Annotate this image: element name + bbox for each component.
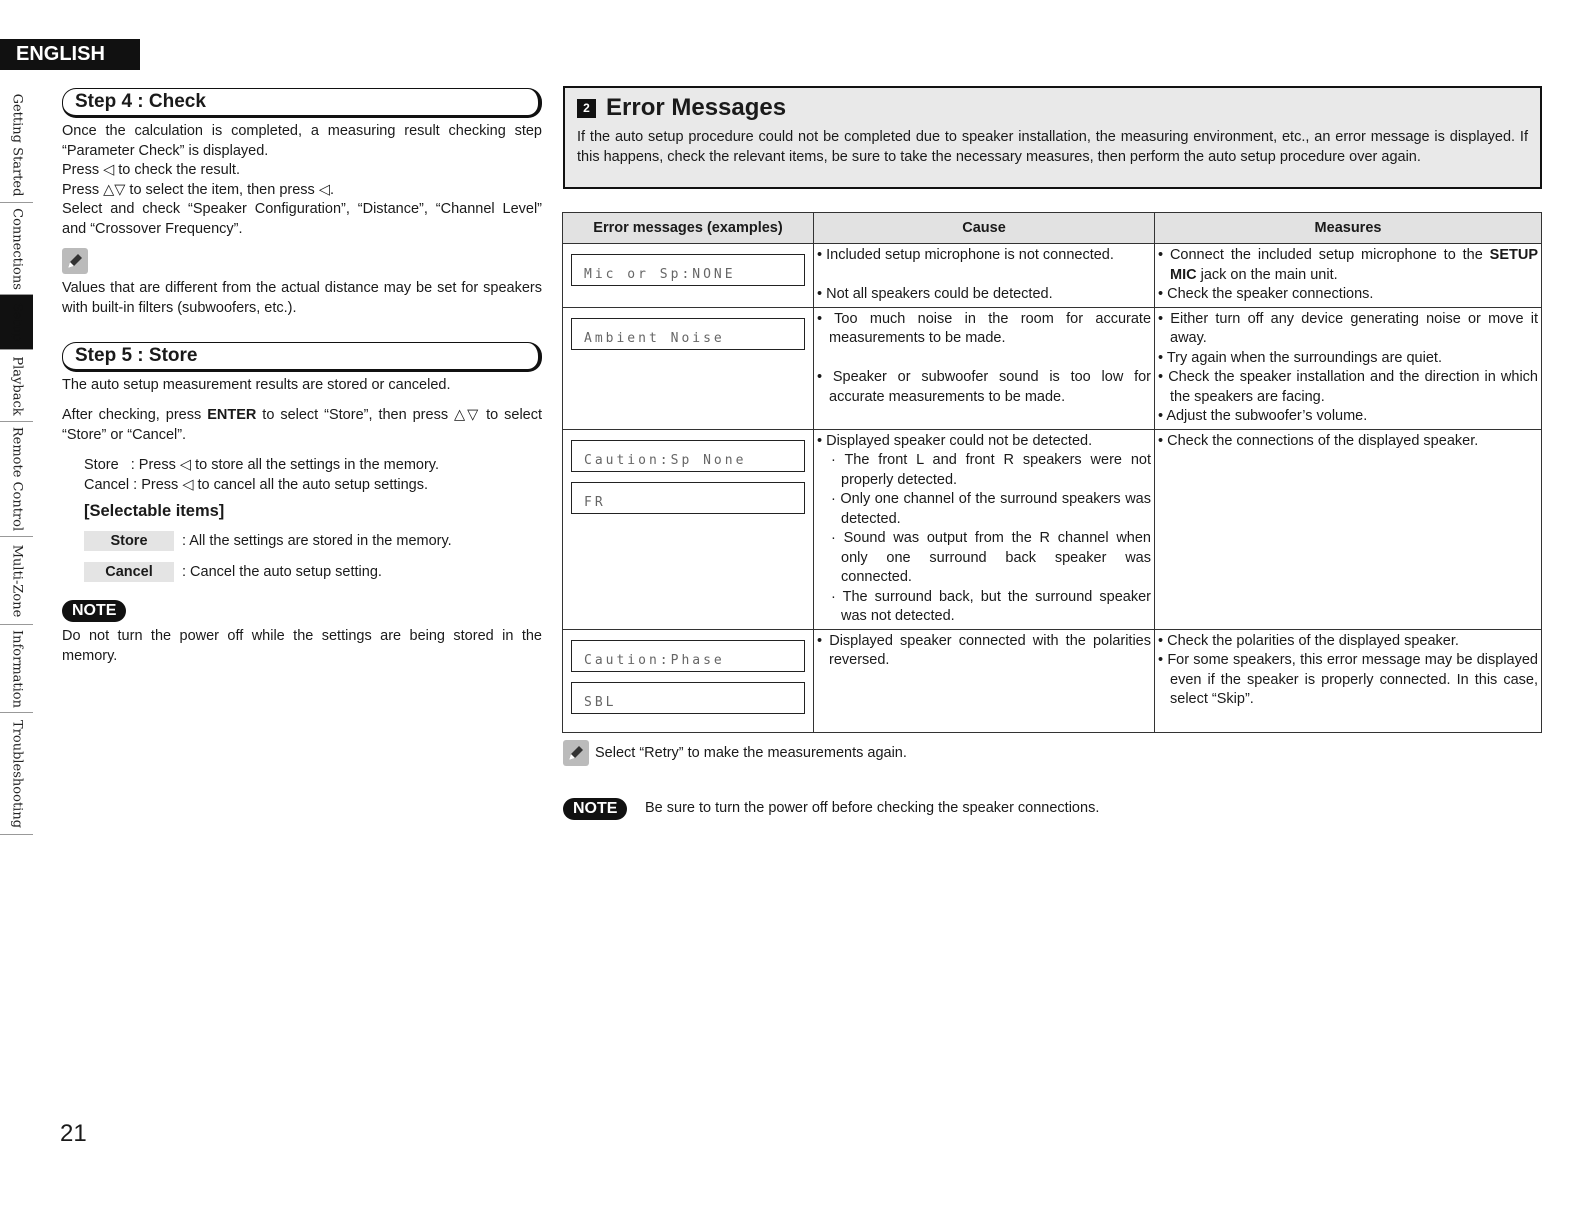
pencil-note-icon	[62, 248, 88, 274]
table-row	[563, 629, 1542, 732]
language-tab: ENGLISH	[0, 39, 140, 70]
sidenav-playback[interactable]: Playback	[0, 350, 33, 422]
selectable-items-title: [Selectable items]	[84, 502, 225, 520]
retry-note-text: Select “Retry” to make the measurements again.	[595, 745, 907, 761]
lcd-display: Caution:Phase	[571, 640, 805, 672]
cause-cell: • Included setup microphone is not connected. • Not all speakers could be detected.	[814, 244, 1155, 308]
sidenav-setup[interactable]: Setup	[0, 295, 33, 350]
error-cell	[563, 429, 814, 629]
store-option-line: Store : Press ◁ to store all the settings in the memory.	[84, 457, 439, 473]
measures-cell: • Check the connections of the displayed speaker.	[1155, 429, 1542, 629]
column-header-error: Error messages (examples)	[563, 213, 814, 244]
step4-paragraph: Once the calculation is completed, a measuring result checking step “Parameter Check” is displayed.	[62, 123, 542, 159]
step4-instruction: Select and check “Speaker Configuration”, “Distance”, “Channel Level” and “Crossover Frequency”.	[62, 201, 542, 237]
error-messages-description: If the auto setup procedure could not be completed due to speaker installation, the measuring environment, etc., an error message is displayed. If this happens, check the relevant items, be sure to take the necessary measures, then perform the auto setup procedure over again.	[577, 129, 1528, 165]
lcd-display: Ambient Noise	[571, 318, 805, 350]
column-header-cause: Cause	[814, 213, 1155, 244]
measures-cell: • Either turn off any device generating noise or move it away. • Try again when the surroundings are quiet. • Check the speaker installation and the direction in which the speakers are facing. • Adjust the subwoofer’s volume.	[1155, 307, 1542, 429]
measures-cell: • Check the polarities of the displayed speaker. • For some speakers, this error message may be displayed even if the speaker is properly connected. In this case, select “Skip”.	[1155, 629, 1542, 732]
cause-cell: • Displayed speaker connected with the polarities reversed.	[814, 629, 1155, 732]
page-number: 21	[60, 1120, 87, 1147]
step5-note-text: Do not turn the power off while the settings are being stored in the memory.	[62, 628, 542, 664]
table-row	[563, 244, 1542, 308]
cancel-option-line: Cancel : Press ◁ to cancel all the auto setup settings.	[84, 477, 429, 493]
lcd-display: Caution:Sp None	[571, 440, 805, 472]
side-navigation	[0, 88, 33, 835]
cause-cell: • Too much noise in the room for accurate measurements to be made. • Speaker or subwoofer sound is too low for accurate measurements to be made.	[814, 307, 1155, 429]
measures-cell: • Connect the included setup microphone to the SETUP MIC jack on the main unit. • Check the speaker connections.	[1155, 244, 1542, 308]
error-messages-section	[563, 86, 1542, 189]
step4-heading: Step 4 : Check	[62, 88, 542, 118]
step5-heading: Step 5 : Store	[62, 342, 542, 372]
pencil-note-icon	[563, 740, 589, 766]
error-messages-title: 2 Error Messages	[577, 94, 1528, 122]
note-badge: NOTE	[62, 600, 126, 622]
sidenav-information[interactable]: Information	[0, 625, 33, 713]
note-badge: NOTE	[563, 798, 627, 820]
cause-cell: • Displayed speaker could not be detected. · The front L and front R speakers were not properly detected. · Only one channel of the surround speakers was detected. · Sound was output from the R channel when only one surround back speaker was connected. · The surround back, but the surround speaker was not detected.	[814, 429, 1155, 629]
lcd-display: FR	[571, 482, 805, 514]
error-cell	[563, 307, 814, 429]
sidenav-remote-control[interactable]: Remote Control	[0, 422, 33, 537]
selectable-item-cancel: Cancel : Cancel the auto setup setting.	[84, 562, 382, 582]
step4-instruction: Press ◁ to check the result.	[62, 162, 240, 178]
column-header-measures: Measures	[1155, 213, 1542, 244]
step5-intro: The auto setup measurement results are stored or canceled.	[62, 377, 451, 393]
table-row	[563, 429, 1542, 629]
section-number: 2	[577, 99, 596, 118]
lcd-display: SBL	[571, 682, 805, 714]
step5-instruction: After checking, press ENTER to select “Store”, then press △▽ to select “Store” or “Cancel”.	[62, 407, 543, 443]
sidenav-troubleshooting[interactable]: Troubleshooting	[0, 713, 33, 835]
error-table	[562, 212, 1542, 733]
enter-key-label: ENTER	[207, 407, 257, 423]
selectable-item-store: Store : All the settings are stored in the memory.	[84, 531, 452, 551]
table-header-row	[563, 213, 1542, 244]
error-cell	[563, 244, 814, 308]
error-cell	[563, 629, 814, 732]
step4-body	[62, 122, 542, 239]
sidenav-connections[interactable]: Connections	[0, 203, 33, 295]
sidenav-multi-zone[interactable]: Multi-Zone	[0, 537, 33, 625]
cancel-key: Cancel	[84, 562, 174, 582]
step4-note-text: Values that are different from the actual distance may be set for speakers with built-in filters (subwoofers, etc.).	[62, 280, 542, 316]
sidenav-getting-started[interactable]: Getting Started	[0, 88, 33, 203]
store-key: Store	[84, 531, 174, 551]
step4-instruction: Press △▽ to select the item, then press ◁.	[62, 181, 335, 198]
table-row	[563, 307, 1542, 429]
power-note-text: Be sure to turn the power off before checking the speaker connections.	[645, 800, 1100, 816]
lcd-display: Mic or Sp:NONE	[571, 254, 805, 286]
